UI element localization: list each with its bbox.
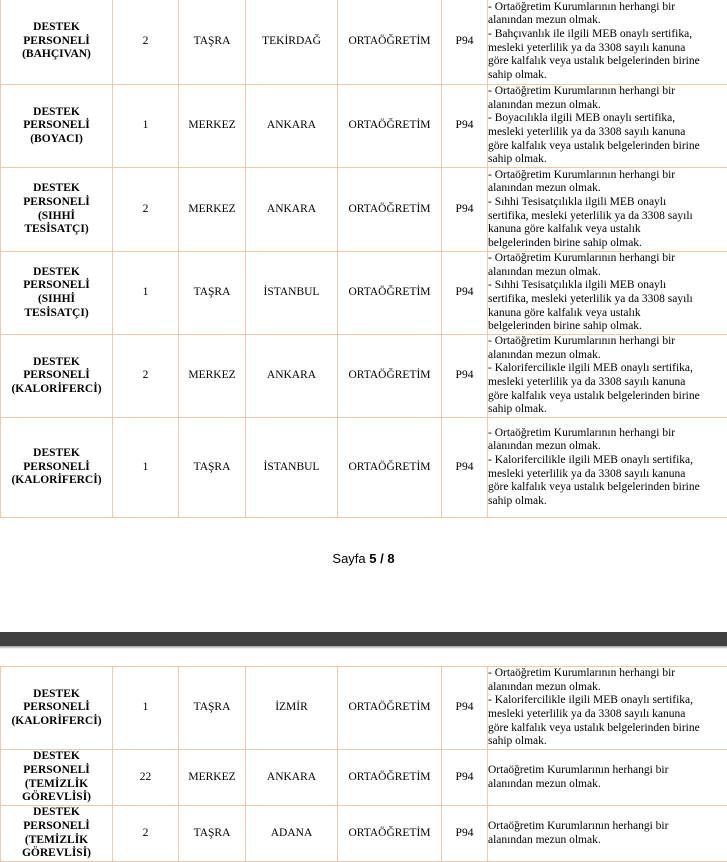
requirements [488, 252, 727, 335]
position-count: 22 [113, 750, 179, 806]
table-row [1, 168, 727, 252]
organization-type: TAŞRA [179, 418, 246, 518]
requirement-line: sahip olmak. [488, 735, 547, 748]
position-title [1, 252, 113, 335]
requirement-line: - Ortaöğretim Kurumlarının herhangi bir [488, 85, 676, 98]
position-title-line: (BAHÇIVAN) [22, 48, 91, 61]
requirement-line: sahip olmak. [488, 494, 547, 507]
requirement-line: - Kalorifercilikle ilgili MEB onaylı sertifika, [488, 694, 694, 707]
score-type: P94 [442, 0, 488, 85]
position-title-line: PERSONELİ [23, 34, 90, 47]
page-separator-shadow [0, 646, 727, 649]
requirement-line: alanından mezun olmak. [488, 98, 601, 111]
position-title-line: (BOYACI) [30, 132, 83, 145]
position-title-line: DESTEK [33, 21, 80, 34]
city: İZMİR [246, 667, 338, 750]
education-level: ORTAÖĞRETİM [338, 335, 442, 418]
requirement-line: göre kalfalık veya ustalık belgelerinden birine [488, 139, 700, 152]
position-title-line: DESTEK [33, 750, 80, 763]
position-count: 1 [113, 418, 179, 518]
staff-positions-table-bottom [0, 666, 727, 862]
organization-type: TAŞRA [179, 252, 246, 335]
requirement-line: mesleki yeterlilik ya da 3308 sayılı kanuna [488, 41, 686, 54]
requirement-line: Ortaöğretim Kurumlarının herhangi bir [488, 763, 669, 776]
requirement-line: - Sıhhi Tesisatçılıkla ilgili MEB onaylı [488, 279, 667, 292]
requirement-line: alanından mezun olmak. [488, 680, 601, 693]
requirement-line: alanından mezun olmak. [488, 440, 601, 453]
position-title-line: DESTEK [33, 265, 80, 278]
requirement-line: sertifika, mesleki yeterlilik ya da 3308 sayılı [488, 293, 693, 305]
position-count: 1 [113, 252, 179, 335]
position-title [1, 806, 113, 862]
requirements [488, 0, 727, 85]
requirements [488, 667, 727, 750]
requirements [488, 168, 727, 252]
city: TEKİRDAĞ [246, 0, 338, 85]
position-count: 2 [113, 168, 179, 252]
position-count: 1 [113, 667, 179, 750]
position-title [1, 168, 113, 252]
score-type: P94 [442, 252, 488, 335]
position-title-line: (TEMİZLİK [24, 833, 89, 846]
position-title-line: DESTEK [33, 105, 80, 118]
requirement-line: alanından mezun olmak. [488, 348, 601, 361]
requirements [488, 335, 727, 418]
position-title-line: PERSONELİ [23, 819, 90, 832]
table-row [1, 252, 727, 335]
table-row [1, 806, 727, 862]
requirement-line: Ortaöğretim Kurumlarının herhangi bir [488, 819, 669, 832]
position-title-line: PERSONELİ [23, 195, 90, 208]
education-level: ORTAÖĞRETİM [338, 168, 442, 252]
position-title-line: DESTEK [33, 182, 80, 195]
table-row [1, 85, 727, 168]
requirement-line: mesleki yeterlilik ya da 3308 sayılı kanuna [488, 708, 686, 720]
position-title-line: DESTEK [33, 447, 80, 460]
requirement-line: mesleki yeterlilik ya da 3308 sayılı kanuna [488, 376, 686, 388]
position-title-line: PERSONELİ [23, 369, 90, 382]
page-separator [0, 632, 727, 646]
city: ADANA [246, 806, 338, 862]
requirement-line: - Ortaöğretim Kurumlarının herhangi bir [488, 252, 676, 265]
education-level: ORTAÖĞRETİM [338, 418, 442, 518]
table-row [1, 335, 727, 418]
requirement-line: alanından mezun olmak. [488, 265, 601, 278]
position-title-line: (KALORİFERCİ) [11, 474, 102, 487]
requirement-line: - Ortaöğretim Kurumlarının herhangi bir [488, 667, 676, 680]
requirement-line: alanından mezun olmak. [488, 182, 601, 195]
requirement-line: göre kalfalık veya ustalık belgelerinden birine [488, 481, 700, 494]
requirement-line: - Kaloriferciliкle ilgili MEB onaylı sertifika, [488, 362, 693, 375]
city: İSTANBUL [246, 418, 338, 518]
education-level: ORTAÖĞRETİM [338, 85, 442, 168]
organization-type: MERKEZ [179, 335, 246, 418]
position-title-line: TESİSATÇI) [24, 223, 89, 236]
score-type: P94 [442, 168, 488, 252]
score-type: P94 [442, 335, 488, 418]
position-title-line: PERSONELİ [23, 701, 90, 714]
requirements [488, 418, 727, 518]
position-title-line: DESTEK [33, 806, 80, 819]
requirement-line: - Boyacılıkla ilgili MEB onaylı sertifika, [488, 112, 676, 125]
position-title-line: PERSONELİ [23, 279, 90, 292]
position-title [1, 0, 113, 85]
position-title [1, 750, 113, 806]
requirement-line: sahip olmak. [488, 403, 547, 416]
education-level: ORTAÖĞRETİM [338, 667, 442, 750]
position-count: 1 [113, 85, 179, 168]
education-level: ORTAÖĞRETİM [338, 0, 442, 85]
requirement-line: göre kalfalık veya ustalık belgelerinden birine [488, 721, 700, 734]
score-type: P94 [442, 750, 488, 806]
requirement-line: belgelerinden birine sahip olmak. [488, 320, 642, 333]
education-level: ORTAÖĞRETİM [338, 252, 442, 335]
requirement-line: göre kalfalık veya ustalık belgelerinden birine [488, 55, 700, 68]
organization-type: TAŞRA [179, 806, 246, 862]
position-title-line: TESİSATÇI) [24, 306, 89, 319]
position-count: 2 [113, 335, 179, 418]
position-title-line: PERSONELİ [23, 119, 90, 132]
position-title [1, 335, 113, 418]
requirement-line: - Bahçıvanlık ile ilgili MEB onaylı sertifika, [488, 27, 693, 40]
position-title-line: (KALORİFERCİ) [11, 714, 102, 727]
position-title [1, 85, 113, 168]
requirement-line: kanuna göre kalfalık veya ustalık [488, 306, 641, 319]
requirement-line: sahip olmak. [488, 153, 547, 166]
position-title-line: (TEMİZLİK [24, 777, 89, 790]
requirement-line: mesleki yeterlilik ya da 3308 sayılı kanuna [488, 126, 686, 138]
requirement-line: belgelerinden birine sahip olmak. [488, 236, 642, 249]
requirements [488, 750, 727, 806]
page-number: Sayfa 5 / 8 [332, 551, 395, 566]
requirement-line: alanından mezun olmak. [488, 14, 601, 27]
position-title-line: DESTEK [33, 687, 80, 700]
position-title-line: DESTEK [33, 355, 80, 368]
position-title-line: (SIHHİ [37, 209, 76, 222]
requirement-line: - Ortaöğretim Kurumlarının herhangi bir [488, 168, 676, 181]
score-type: P94 [442, 806, 488, 862]
requirement-line: - Kalorifercilikle ilgili MEB onaylı sertifika, [488, 453, 694, 466]
position-title-line: GÖREVLİSİ) [21, 847, 92, 860]
city: ANKARA [246, 168, 338, 252]
requirement-line: mesleki yeterlilik ya da 3308 sayılı kanuna [488, 467, 686, 480]
position-title-line: GÖREVLİSİ) [21, 791, 92, 804]
requirement-line: sahip olmak. [488, 68, 547, 81]
requirements [488, 85, 727, 168]
requirement-line: kanuna göre kalfalık veya ustalık [488, 223, 641, 236]
education-level: ORTAÖĞRETİM [338, 750, 442, 806]
score-type: P94 [442, 418, 488, 518]
organization-type: MERKEZ [179, 168, 246, 252]
requirement-line: - Ortaöğretim Kurumlarının herhangi bir [488, 426, 676, 439]
organization-type: TAŞRA [179, 667, 246, 750]
requirement-line: - Sıhhi Tesisatçılıkla ilgili MEB onaylı [488, 195, 667, 208]
position-count: 2 [113, 806, 179, 862]
organization-type: MERKEZ [179, 750, 246, 806]
organization-type: MERKEZ [179, 85, 246, 168]
requirement-line: - Ortaöğretim Kurumlarının herhangi bir [488, 335, 676, 348]
table-row [1, 750, 727, 806]
position-count: 2 [113, 0, 179, 85]
table-row [1, 667, 727, 750]
table-row [1, 418, 727, 518]
requirement-line: sertifika, mesleki yeterlilik ya da 3308 sayılı [488, 209, 693, 222]
requirement-line: alanından mezun olmak. [488, 833, 601, 846]
requirement-line: göre kalfalık veya ustalık belgelerinden birine [488, 389, 700, 402]
position-title [1, 667, 113, 750]
education-level: ORTAÖĞRETİM [338, 806, 442, 862]
position-title-line: (KALORİFERCİ) [11, 382, 102, 395]
position-title [1, 418, 113, 518]
requirement-line: - Ortaöğretim Kurumlarının herhangi bir [488, 0, 676, 13]
city: ANKARA [246, 335, 338, 418]
city: ANKARA [246, 750, 338, 806]
requirement-line: alanından mezun olmak. [488, 777, 601, 790]
requirements [488, 806, 727, 862]
position-title-line: (SIHHİ [37, 293, 76, 305]
table-row [1, 0, 727, 85]
city: ANKARA [246, 85, 338, 168]
score-type: P94 [442, 85, 488, 168]
position-title-line: PERSONELİ [23, 460, 90, 473]
city: İSTANBUL [246, 252, 338, 335]
position-title-line: PERSONELİ [23, 763, 90, 776]
score-type: P94 [442, 667, 488, 750]
organization-type: TAŞRA [179, 0, 246, 85]
